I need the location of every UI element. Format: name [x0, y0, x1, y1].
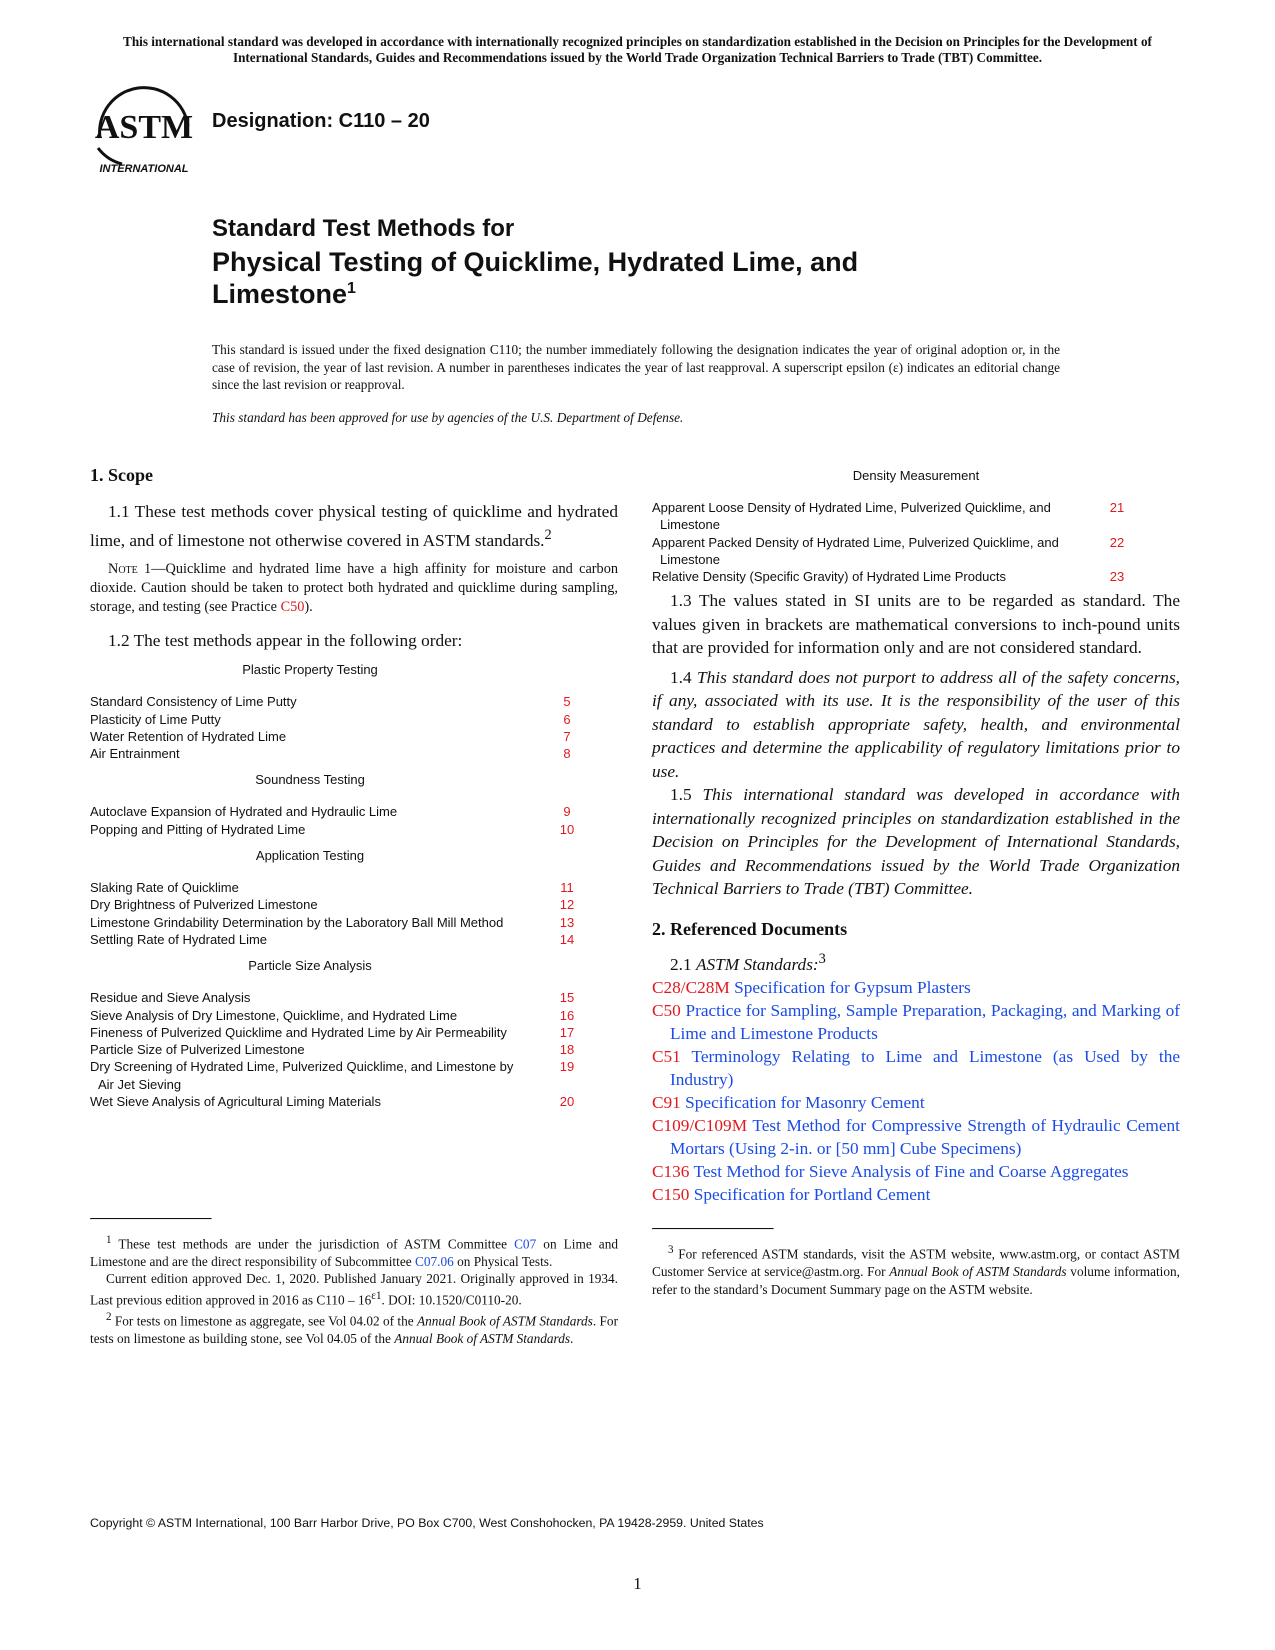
toc-section-link[interactable]: 20	[559, 1094, 575, 1110]
para-2-1	[652, 948, 1180, 976]
toc-row	[90, 745, 582, 762]
fn1-text-c: on Physical Tests.	[453, 1253, 553, 1269]
ref-code-link[interactable]: C91	[652, 1093, 681, 1113]
ref-title-link[interactable]: Specification for Portland Cement	[693, 1185, 931, 1205]
para-2-1-num: 2.1	[670, 954, 692, 974]
toc-item-label: Slaking Rate of Quicklime	[90, 880, 239, 896]
footnote-rule-right	[652, 1228, 774, 1230]
ref-code-link[interactable]: C109/C109M	[652, 1116, 748, 1136]
ref-title-link[interactable]: Terminology Relating to Lime and Limestone (as Used by the Industry)	[670, 1047, 1181, 1090]
referenced-document	[652, 1114, 1180, 1160]
toc-section-link[interactable]: 13	[559, 914, 575, 930]
ref-code-link[interactable]: C51	[652, 1047, 681, 1067]
toc-row	[90, 693, 582, 710]
fn2-book-1: Annual Book of ASTM Standards	[416, 1313, 593, 1329]
fn3-book: Annual Book of ASTM Standards	[889, 1264, 1067, 1280]
toc-left	[90, 662, 618, 1110]
toc-item-label: Sieve Analysis of Dry Limestone, Quicklime, and Hydrated Lime	[90, 1007, 458, 1023]
toc-section-link[interactable]: 11	[560, 880, 574, 896]
page-number: 1	[633, 1574, 642, 1593]
toc-group-heading: Density Measurement	[852, 468, 980, 483]
toc-row	[90, 1093, 582, 1110]
referenced-document	[652, 1183, 1180, 1206]
toc-item-label: Standard Consistency of Lime Putty	[90, 694, 297, 710]
toc-item-label: Particle Size of Pulverized Limestone	[90, 1042, 305, 1058]
link-c07-06[interactable]: C07.06	[414, 1253, 454, 1269]
referenced-document	[652, 976, 1180, 999]
toc-row	[90, 821, 582, 838]
ref-code-link[interactable]: C150	[652, 1185, 690, 1205]
fn1-edition-text: Current edition approved Dec. 1, 2020. Published January 2021. Originally approved in 1934. Last previous edition approved in 2016 as C110 – 16	[90, 1271, 618, 1308]
toc-item-label: Residue and Sieve Analysis	[90, 990, 251, 1006]
fn3-text-b: volume information, refer to the standard’s Document Summary page on the ASTM website.	[652, 1264, 1180, 1297]
toc-row	[90, 803, 582, 820]
para-1-4-num: 1.4	[670, 667, 692, 687]
note-link-c50[interactable]: C50	[280, 598, 305, 615]
section-heading-refdocs: 2. Referenced Documents	[652, 918, 848, 939]
designation: Designation: C110 – 20	[212, 110, 430, 132]
logo-org: INTERNATIONAL	[99, 163, 189, 175]
logo-letters: ASTM	[94, 109, 194, 146]
fn1-text-a: These test methods are under the jurisdiction of ASTM Committee	[111, 1236, 515, 1252]
footnote-ref-2[interactable]: 2	[544, 526, 552, 543]
toc-group-heading: Plastic Property Testing	[242, 662, 378, 678]
toc-section-link[interactable]: 6	[563, 711, 571, 727]
ref-title-link[interactable]: Specification for Gypsum Plasters	[734, 978, 971, 998]
footnote-3	[652, 1242, 1180, 1298]
toc-row	[652, 499, 1132, 534]
toc-section-link[interactable]: 17	[559, 1024, 575, 1040]
toc-row	[652, 534, 1132, 569]
ref-code-link[interactable]: C28/C28M	[652, 978, 730, 998]
toc-section-link[interactable]: 5	[563, 694, 571, 710]
toc-item-label: Water Retention of Hydrated Lime	[90, 728, 287, 744]
toc-group	[90, 989, 582, 1110]
title-text: Physical Testing of Quicklime, Hydrated Lime, and Limestone	[212, 247, 859, 309]
toc-section-link[interactable]: 23	[1109, 569, 1125, 585]
para-1-1	[90, 500, 618, 552]
toc-row	[90, 711, 582, 728]
fn3-marker: 3	[668, 1244, 674, 1257]
toc-group	[90, 693, 582, 762]
toc-item-label: Limestone Grindability Determination by the Laboratory Ball Mill Method	[90, 914, 504, 930]
fn2-book-2: Annual Book of ASTM Standards	[394, 1330, 571, 1346]
fn1-doi: . DOI: 10.1520/C0110-20.	[381, 1292, 522, 1308]
footnote-1	[90, 1232, 618, 1270]
footnotes-left	[90, 1218, 618, 1347]
toc-section-link[interactable]: 8	[563, 746, 571, 762]
toc-row	[90, 728, 582, 745]
para-1-4	[652, 666, 1180, 784]
toc-item-label: Plasticity of Lime Putty	[90, 711, 221, 727]
issuance-statement: This standard is issued under the fixed designation C110; the number immediately following the designation indicates the year of original adoption or, in the case of revision, the year of last revision. A number in parentheses indicates the year of last reapproval. A superscript epsilon (ε) indicates an editorial change since the last revision or reapproval.	[212, 342, 1060, 392]
wto-notice: This international standard was developed in accordance with internationally recognized principles on standardization established in the Decision on Principles for the Development of International Standards, Guides and Recommendations issued by the World Trade Organization Technical Barriers to Trade (TBT) Committee.	[123, 34, 1152, 65]
fn3-text-a: For referenced ASTM standards, visit the ASTM website, www.astm.org, or contact ASTM Customer Service at service@astm.org. For	[652, 1246, 1180, 1280]
toc-group-heading: Application Testing	[255, 848, 365, 864]
right-column	[652, 468, 1180, 1298]
toc-row	[90, 989, 582, 1006]
toc-section-link[interactable]: 21	[1109, 500, 1125, 515]
toc-row	[90, 1041, 582, 1058]
ref-title-link[interactable]: Test Method for Sieve Analysis of Fine and Coarse Aggregates	[693, 1162, 1129, 1182]
referenced-document	[652, 1045, 1180, 1091]
link-c07[interactable]: C07	[514, 1236, 537, 1252]
toc-section-link[interactable]: 10	[559, 821, 575, 837]
toc-item-label: Air Entrainment	[90, 746, 180, 762]
toc-group	[652, 499, 1132, 585]
toc-row	[90, 1007, 582, 1024]
footnote-1-edition	[90, 1270, 618, 1308]
note-text: —Quicklime and hydrated lime have a high affinity for moisture and carbon dioxide. Caution should be taken to protect both hydrated and quicklime during sampling, storage, and testing (see Practice	[90, 560, 618, 615]
toc-item-label: Apparent Packed Density of Hydrated Lime, Pulverized Quicklime, and Limestone	[652, 534, 1059, 567]
fn2-marker: 2	[106, 1310, 112, 1323]
referenced-document	[652, 999, 1180, 1045]
toc-section-link[interactable]: 18	[559, 1042, 575, 1058]
toc-group	[90, 803, 582, 838]
toc-row	[90, 1058, 582, 1093]
toc-row	[90, 914, 582, 931]
toc-item-label: Dry Screening of Hydrated Lime, Pulverized Quicklime, and Limestone by Air Jet Sieving	[90, 1059, 514, 1092]
referenced-document	[652, 1160, 1180, 1183]
title-line-2	[212, 246, 972, 310]
ref-code-link[interactable]: C50	[652, 1001, 681, 1021]
para-1-5-text: This international standard was developed in accordance with internationally recognized principles on standardization established in the Decision on Principles for the Development of International Standards, Guides and Recommendations issued by the World Trade Organization Technical Barriers to Trade (TBT) Committee.	[652, 785, 1180, 899]
toc-group	[90, 879, 582, 948]
section-heading-scope: 1. Scope	[90, 465, 153, 485]
toc-row	[90, 931, 582, 948]
para-1-5	[652, 783, 1180, 901]
toc-section-link[interactable]: 16	[559, 1007, 575, 1023]
toc-item-label: Autoclave Expansion of Hydrated and Hydraulic Lime	[90, 804, 398, 820]
title-line-1: Standard Test Methods for	[212, 215, 515, 242]
fn2-text-a: For tests on limestone as aggregate, see Vol 04.02 of the	[111, 1313, 417, 1329]
para-1-5-num: 1.5	[670, 785, 692, 805]
fn1-epsilon: ε1	[371, 1289, 382, 1302]
toc-section-link[interactable]: 12	[559, 897, 575, 913]
toc-item-label: Fineness of Pulverized Quicklime and Hydrated Lime by Air Permeability	[90, 1024, 507, 1040]
dod-approval-note: This standard has been approved for use by agencies of the U.S. Department of Defense.	[212, 410, 684, 425]
fn2-text-c: .	[570, 1330, 574, 1346]
note-label: Note 1	[108, 560, 152, 577]
toc-group-heading: Particle Size Analysis	[248, 958, 372, 974]
footnote-right	[652, 1228, 1180, 1298]
toc-section-link[interactable]: 22	[1109, 534, 1125, 550]
referenced-document	[652, 1091, 1180, 1114]
para-1-4-text: This standard does not purport to address all of the safety concerns, if any, associated with its use. It is the responsibility of the user of this standard to establish appropriate safety, health, and environmental practices and determine the applicability of regulatory limitations prior to use.	[652, 667, 1180, 781]
ref-title-link[interactable]: Practice for Sampling, Sample Preparation, Packaging, and Marking of Lime and Limestone Products	[670, 1001, 1180, 1044]
copyright: Copyright © ASTM International, 100 Barr Harbor Drive, PO Box C700, West Conshohocken, PA 19428-2959. United States	[90, 1516, 764, 1530]
para-1-2: 1.2 The test methods appear in the following order:	[108, 630, 463, 650]
toc-section-link[interactable]: 19	[559, 1059, 575, 1075]
para-1-3: 1.3 The values stated in SI units are to be regarded as standard. The values given in brackets are mathematical conversions to inch-pound units that are provided for information only and are not considered standard.	[652, 591, 1180, 658]
toc-group-heading: Soundness Testing	[255, 772, 365, 788]
fn1-text-b: on Lime and Limestone and are the direct responsibility of Subcommittee	[90, 1236, 619, 1269]
toc-item-label: Dry Brightness of Pulverized Limestone	[90, 897, 318, 913]
footnote-rule	[90, 1218, 212, 1220]
note-1	[90, 560, 618, 617]
toc-item-label: Wet Sieve Analysis of Agricultural Liming Materials	[90, 1094, 381, 1110]
astm-logo	[92, 86, 196, 178]
toc-row	[652, 568, 1132, 585]
fn1-marker: 1	[106, 1234, 112, 1246]
ref-title-link[interactable]: Specification for Masonry Cement	[685, 1093, 925, 1113]
fn2-text-b: . For tests on limestone as building stone, see Vol 04.05 of the	[90, 1313, 618, 1346]
toc-item-label: Popping and Pitting of Hydrated Lime	[90, 821, 306, 837]
toc-row	[90, 1024, 582, 1041]
footnote-2	[90, 1309, 618, 1347]
toc-row	[90, 879, 582, 896]
toc-section-link[interactable]: 7	[563, 728, 571, 744]
toc-item-label: Settling Rate of Hydrated Lime	[90, 931, 268, 947]
toc-section-link[interactable]: 9	[563, 804, 571, 820]
toc-item-label: Relative Density (Specific Gravity) of Hydrated Lime Products	[652, 569, 1007, 585]
footnote-ref-3[interactable]: 3	[818, 950, 826, 967]
ref-title-link[interactable]: Test Method for Compressive Strength of Hydraulic Cement Mortars (Using 2-in. or [50 mm] Cube Specimens)	[670, 1116, 1180, 1159]
ref-code-link[interactable]: C136	[652, 1162, 690, 1182]
toc-section-link[interactable]: 14	[559, 931, 575, 947]
toc-item-label: Apparent Loose Density of Hydrated Lime, Pulverized Quicklime, and Limestone	[652, 500, 1051, 533]
title-footnote-ref[interactable]: 1	[347, 280, 356, 297]
toc-section-link[interactable]: 15	[559, 990, 575, 1006]
note-end: ).	[304, 598, 313, 615]
para-2-1-label: ASTM Standards:	[695, 954, 819, 974]
referenced-documents-list	[652, 976, 1180, 1206]
toc-row	[90, 896, 582, 913]
toc-right	[652, 468, 1180, 585]
para-1-1-text: 1.1 These test methods cover physical testing of quicklime and hydrated lime, and of limestone not otherwise covered in ASTM standards.	[90, 502, 618, 550]
